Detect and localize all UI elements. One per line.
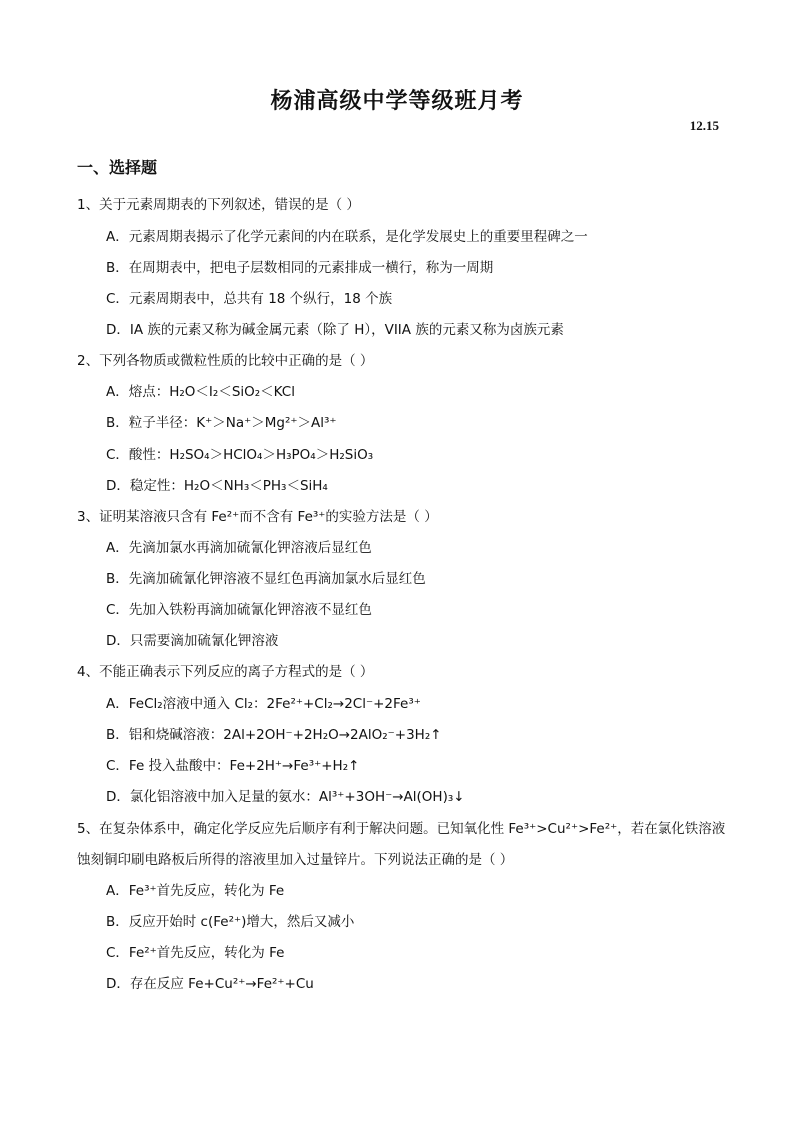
- option-d: D．IA 族的元素又称为碱金属元素（除了 H），VIIA 族的元素又称为卤族元素: [106, 322, 564, 338]
- question-stem: 3、证明某溶液只含有 Fe²⁺而不含有 Fe³⁺的实验方法是（ ）: [77, 509, 438, 525]
- option-a: A．Fe³⁺首先反应，转化为 Fe: [106, 883, 285, 899]
- option-b: B．先滴加硫氰化钾溶液不显红色再滴加氯水后显红色: [106, 571, 426, 587]
- section-heading: 一、选择题: [77, 158, 158, 177]
- option-b: B．在周期表中，把电子层数相同的元素排成一横行，称为一周期: [106, 260, 494, 276]
- option-b: B．反应开始时 c(Fe²⁺)增大，然后又减小: [106, 914, 355, 930]
- option-a: A．熔点：H₂O＜I₂＜SiO₂＜KCl: [106, 384, 295, 400]
- option-c: C．元素周期表中，总共有 18 个纵行，18 个族: [106, 291, 393, 307]
- option-d: D．存在反应 Fe+Cu²⁺→Fe²⁺+Cu: [106, 976, 314, 992]
- option-b: B．粒子半径：K⁺＞Na⁺＞Mg²⁺＞Al³⁺: [106, 415, 337, 431]
- option-d: D．稳定性：H₂O＜NH₃＜PH₃＜SiH₄: [106, 478, 328, 494]
- option-c: C．Fe 投入盐酸中：Fe+2H⁺→Fe³⁺+H₂↑: [106, 758, 360, 774]
- question-stem: 1、关于元素周期表的下列叙述，错误的是（ ）: [77, 197, 360, 213]
- option-a: A．先滴加氯水再滴加硫氰化钾溶液后显红色: [106, 540, 372, 556]
- page-title: 杨浦高级中学等级班月考: [270, 88, 524, 114]
- option-d: D．只需要滴加硫氰化钾溶液: [106, 633, 279, 649]
- option-a: A．FeCl₂溶液中通入 Cl₂：2Fe²⁺+Cl₂→2Cl⁻+2Fe³⁺: [106, 696, 421, 712]
- exam-date: 12.15: [689, 118, 719, 133]
- question-stem: 2、下列各物质或微粒性质的比较中正确的是（ ）: [77, 353, 374, 369]
- option-c: C．Fe²⁺首先反应，转化为 Fe: [106, 945, 285, 961]
- option-c: C．先加入铁粉再滴加硫氰化钾溶液不显红色: [106, 602, 372, 618]
- question-stem: 5、在复杂体系中，确定化学反应先后顺序有利于解决问题。已知氧化性 Fe³⁺>Cu²⁺>Fe²⁺，若在氯化铁溶液: [77, 821, 726, 837]
- question-stem-continued: 蚀刻铜印刷电路板后所得的溶液里加入过量锌片。下列说法正确的是（ ）: [77, 852, 514, 868]
- option-a: A．元素周期表揭示了化学元素间的内在联系，是化学发展史上的重要里程碑之一: [106, 229, 588, 245]
- option-d: D．氯化铝溶液中加入足量的氨水：Al³⁺+3OH⁻→Al(OH)₃↓: [106, 789, 465, 805]
- option-b: B．铝和烧碱溶液：2Al+2OH⁻+2H₂O→2AlO₂⁻+3H₂↑: [106, 727, 442, 743]
- option-c: C．酸性：H₂SO₄＞HClO₄＞H₃PO₄＞H₂SiO₃: [106, 447, 374, 463]
- question-stem: 4、不能正确表示下列反应的离子方程式的是（ ）: [77, 664, 374, 680]
